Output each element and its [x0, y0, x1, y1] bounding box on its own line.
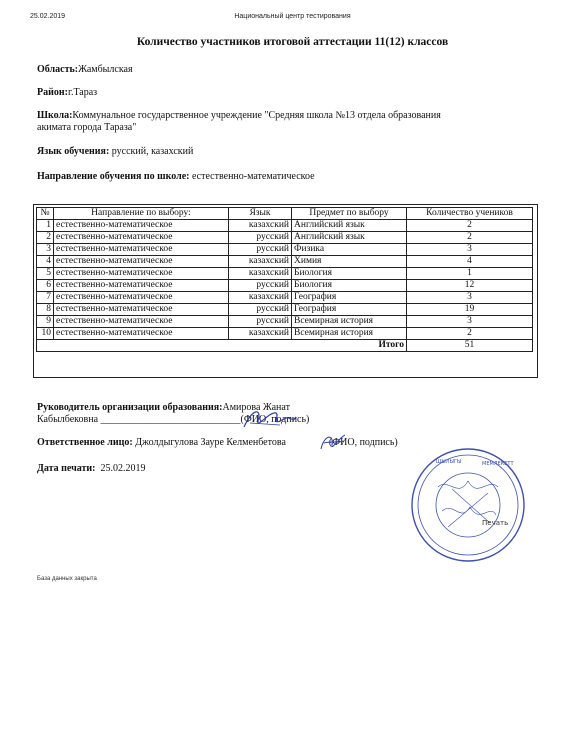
row-subject: Химия: [292, 256, 407, 268]
row-language: казахский: [229, 292, 292, 304]
print-date-label: Дата печати:: [37, 463, 96, 474]
row-language: русский: [229, 232, 292, 244]
col-header-language: Язык: [229, 208, 292, 220]
header-date: 25.02.2019: [30, 13, 66, 20]
row-subject: Всемирная история: [292, 316, 407, 328]
oblast-label: Область:: [37, 64, 79, 75]
head-suffix: (ФИО, подпись): [240, 414, 310, 425]
row-subject: Биология: [292, 268, 407, 280]
row-number: 6: [37, 280, 54, 292]
row-direction: естественно-математическое: [54, 268, 229, 280]
row-direction: естественно-математическое: [54, 304, 229, 316]
direction-label: Направление обучения по школе:: [37, 171, 190, 182]
row-count: 2: [407, 232, 533, 244]
school-label: Школа:: [37, 110, 73, 121]
svg-text:ШЫЛЫГЫ: ШЫЛЫГЫ: [436, 459, 462, 465]
row-subject: Биология: [292, 280, 407, 292]
header-center: Национальный центр тестирования: [234, 13, 351, 20]
row-count: 19: [407, 304, 533, 316]
col-header-number: №: [37, 208, 54, 220]
responsible-signature: [318, 431, 348, 453]
print-date-line: [37, 463, 146, 475]
row-subject: География: [292, 304, 407, 316]
row-subject: География: [292, 292, 407, 304]
row-count: 4: [407, 256, 533, 268]
row-number: 2: [37, 232, 54, 244]
svg-text:МЕМЛЕКЕТТ: МЕМЛЕКЕТТ: [482, 461, 514, 467]
official-seal: [408, 447, 528, 565]
table-header-row: [37, 208, 533, 220]
language-line: [37, 146, 193, 158]
table-row: [37, 328, 533, 340]
row-count: 1: [407, 268, 533, 280]
table-row: [37, 280, 533, 292]
row-direction: естественно-математическое: [54, 256, 229, 268]
table-row: [37, 244, 533, 256]
row-direction: естественно-математическое: [54, 232, 229, 244]
table-row: [37, 256, 533, 268]
row-subject: Английский язык: [292, 220, 407, 232]
row-subject: Всемирная история: [292, 328, 407, 340]
head-blank: ____________________________: [100, 414, 241, 425]
row-subject: Физика: [292, 244, 407, 256]
total-label: Итого: [37, 340, 407, 352]
row-language: русский: [229, 244, 292, 256]
table-row: [37, 268, 533, 280]
col-header-count: Количество учеников: [407, 208, 533, 220]
row-language: казахский: [229, 328, 292, 340]
language-value: русский, казахский: [111, 146, 194, 157]
col-header-subject: Предмет по выбору: [292, 208, 407, 220]
oblast-value: Жамбылская: [78, 64, 133, 75]
school-value-2: акимата города Тараза": [37, 122, 137, 133]
row-count: 2: [407, 220, 533, 232]
row-language: русский: [229, 316, 292, 328]
row-language: казахский: [229, 256, 292, 268]
table-row: [37, 304, 533, 316]
row-count: 3: [407, 292, 533, 304]
row-number: 7: [37, 292, 54, 304]
school-value-1: Коммунальное государственное учреждение "Средняя школа №13 отдела образования: [72, 110, 441, 121]
total-value: 51: [407, 340, 533, 352]
row-direction: естественно-математическое: [54, 328, 229, 340]
row-language: казахский: [229, 220, 292, 232]
row-number: 9: [37, 316, 54, 328]
row-count: 3: [407, 316, 533, 328]
rayon-value: г.Тараз: [67, 87, 98, 98]
row-number: 3: [37, 244, 54, 256]
participants-table: [36, 207, 533, 352]
school-line: [37, 110, 441, 134]
rayon-label: Район:: [37, 87, 68, 98]
responsible-suffix: (ФИО, подпись): [328, 437, 398, 448]
row-count: 12: [407, 280, 533, 292]
responsible-name: Джолдыгулова Зауре Келменбетова: [135, 437, 286, 448]
head-name-1: Амирова Жанат: [222, 402, 290, 413]
direction-value: естественно-математическое: [191, 171, 315, 182]
head-signature: [240, 405, 300, 433]
table-row: [37, 232, 533, 244]
row-number: 8: [37, 304, 54, 316]
table-row: [37, 220, 533, 232]
row-number: 1: [37, 220, 54, 232]
row-count: 2: [407, 328, 533, 340]
print-date-value: 25.02.2019: [100, 463, 146, 474]
head-name-2: Кабылбековна: [37, 414, 99, 425]
row-subject: Английский язык: [292, 232, 407, 244]
total-row: [37, 340, 533, 352]
row-count: 3: [407, 244, 533, 256]
oblast-line: [37, 64, 133, 76]
table-row: [37, 292, 533, 304]
row-language: русский: [229, 280, 292, 292]
direction-line: [37, 171, 315, 183]
row-direction: естественно-математическое: [54, 280, 229, 292]
row-number: 4: [37, 256, 54, 268]
rayon-line: [37, 87, 97, 99]
row-direction: естественно-математическое: [54, 316, 229, 328]
col-header-direction: Направление по выбору:: [54, 208, 229, 220]
footer-note: База данных закрыта: [37, 576, 97, 582]
stamp-label: Печать: [482, 519, 509, 527]
row-language: русский: [229, 304, 292, 316]
row-number: 5: [37, 268, 54, 280]
row-direction: естественно-математическое: [54, 244, 229, 256]
head-label: Руководитель организации образования:: [37, 402, 223, 413]
row-direction: естественно-математическое: [54, 292, 229, 304]
language-label: Язык обучения:: [37, 146, 110, 157]
row-number: 10: [37, 328, 54, 340]
responsible-label: Ответственное лицо:: [37, 437, 133, 448]
table-row: [37, 316, 533, 328]
row-language: казахский: [229, 268, 292, 280]
document-title: Количество участников итоговой аттестации 11(12) классов: [136, 36, 449, 48]
row-direction: естественно-математическое: [54, 220, 229, 232]
